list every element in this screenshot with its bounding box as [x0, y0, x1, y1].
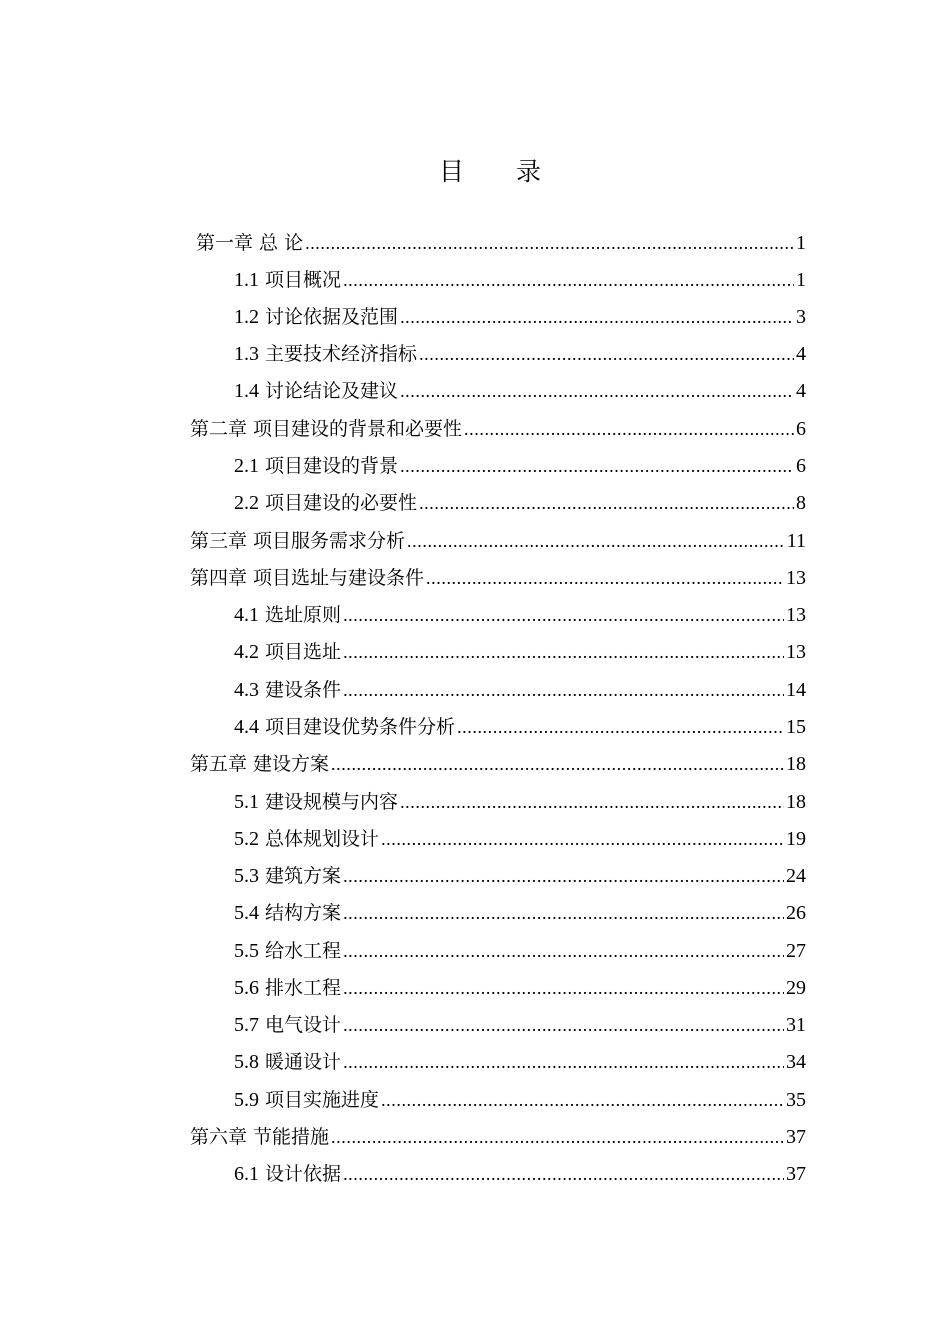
- toc-section-title: 设计依据: [265, 1163, 342, 1185]
- toc-dot-leader: [381, 1082, 784, 1119]
- toc-section-title: 排水工程: [265, 977, 342, 999]
- toc-dot-leader: [419, 336, 794, 373]
- toc-section-title: 讨论结论及建议: [265, 380, 399, 402]
- toc-entry-label: [234, 299, 398, 336]
- toc-section-number: 2.1: [234, 455, 259, 477]
- toc-page-number: 37: [786, 1126, 806, 1148]
- toc-entry-section-1-2[interactable]: [234, 299, 806, 336]
- toc-entry-label: [234, 784, 398, 821]
- toc-dot-leader: [407, 523, 785, 560]
- toc-entry-section-4-1[interactable]: [234, 597, 806, 634]
- toc-entry-label: [234, 672, 341, 709]
- toc-entry-label: [234, 970, 341, 1007]
- toc-dot-leader: [343, 1007, 784, 1044]
- toc-page-number: 31: [786, 1014, 806, 1036]
- toc-entry-label: [234, 336, 417, 373]
- toc-dot-leader: [305, 225, 794, 262]
- toc-page-number: 1: [796, 232, 806, 254]
- toc-entry-label: 第五章 建设方案: [190, 753, 330, 775]
- toc-entry-label: [234, 373, 398, 410]
- toc-dot-leader: [400, 373, 794, 410]
- toc-section-title: 建设规模与内容: [265, 791, 399, 813]
- toc-page-number: 6: [796, 418, 806, 440]
- toc-entry-label: [234, 485, 417, 522]
- toc-dot-leader: [343, 597, 784, 634]
- toc-section-number: 1.3: [234, 343, 259, 365]
- toc-section-title: 主要技术经济指标: [265, 343, 418, 365]
- toc-entry-label: 第六章 节能措施: [190, 1126, 330, 1148]
- toc-page-number: 18: [786, 753, 806, 775]
- toc-entry-label: [234, 821, 379, 858]
- toc-section-number: 2.2: [234, 492, 259, 514]
- toc-entry-section-5-9[interactable]: [234, 1082, 806, 1119]
- toc-section-number: 5.5: [234, 940, 259, 962]
- toc-entry-chapter-2[interactable]: [190, 411, 806, 448]
- toc-dot-leader: [426, 560, 784, 597]
- toc-page-number: 34: [786, 1051, 806, 1073]
- toc-section-title: 总体规划设计: [265, 828, 380, 850]
- toc-entry-section-6-1[interactable]: [234, 1156, 806, 1193]
- toc-page-number: 26: [786, 902, 806, 924]
- toc-section-title: 项目建设的必要性: [265, 492, 418, 514]
- toc-section-title: 暖通设计: [265, 1051, 342, 1073]
- toc-page-number: 18: [786, 791, 806, 813]
- toc-entry-label: [234, 709, 455, 746]
- toc-dot-leader: [464, 411, 794, 448]
- toc-page-number: 11: [786, 530, 806, 552]
- toc-dot-leader: [343, 970, 784, 1007]
- toc-section-title: 项目概况: [265, 269, 342, 291]
- toc-dot-leader: [343, 672, 784, 709]
- toc-section-number: 4.3: [234, 679, 259, 701]
- toc-dot-leader: [343, 895, 784, 932]
- toc-entry-chapter-1[interactable]: [196, 225, 806, 262]
- toc-entry-section-1-1[interactable]: [234, 262, 806, 299]
- toc-section-title: 项目选址: [265, 641, 342, 663]
- toc-section-number: 4.2: [234, 641, 259, 663]
- toc-section-title: 讨论依据及范围: [265, 306, 399, 328]
- toc-entry-chapter-4[interactable]: [190, 560, 806, 597]
- toc-section-number: 1.1: [234, 269, 259, 291]
- toc-page-number: 24: [786, 865, 806, 887]
- toc-dot-leader: [343, 262, 794, 299]
- toc-entry-label: [234, 1044, 341, 1081]
- toc-dot-leader: [457, 709, 784, 746]
- toc-entry-label: [234, 262, 341, 299]
- toc-entry-label: 第四章 项目选址与建设条件: [190, 567, 425, 589]
- toc-page-number: 8: [796, 492, 806, 514]
- toc-page-number: 13: [786, 641, 806, 663]
- toc-section-title: 结构方案: [265, 902, 342, 924]
- toc-page-number: 37: [786, 1163, 806, 1185]
- toc-page-number: 3: [796, 306, 806, 328]
- toc-entry-label: [234, 858, 341, 895]
- toc-page-number: 35: [786, 1089, 806, 1111]
- toc-entry-section-5-1[interactable]: [234, 784, 806, 821]
- toc-page-number: 29: [786, 977, 806, 999]
- toc-entry-section-5-3[interactable]: [234, 858, 806, 895]
- toc-entry-chapter-5[interactable]: [190, 746, 806, 783]
- toc-section-number: 6.1: [234, 1163, 259, 1185]
- toc-section-number: 5.4: [234, 902, 259, 924]
- toc-page-number: 15: [786, 716, 806, 738]
- toc-section-number: 5.1: [234, 791, 259, 813]
- toc-section-number: 4.4: [234, 716, 259, 738]
- toc-section-number: 5.6: [234, 977, 259, 999]
- toc-section-number: 1.4: [234, 380, 259, 402]
- toc-dot-leader: [331, 746, 784, 783]
- toc-entry-label: [234, 933, 341, 970]
- toc-entry-chapter-3[interactable]: [190, 523, 806, 560]
- toc-dot-leader: [419, 485, 794, 522]
- toc-dot-leader: [343, 933, 784, 970]
- toc-section-number: 5.7: [234, 1014, 259, 1036]
- toc-page-number: 14: [786, 679, 806, 701]
- toc-entry-label: 第三章 项目服务需求分析: [190, 530, 406, 552]
- toc-section-title: 建设条件: [265, 679, 342, 701]
- toc-dot-leader: [331, 1119, 784, 1156]
- toc-dot-leader: [381, 821, 784, 858]
- toc-section-number: 1.2: [234, 306, 259, 328]
- toc-entry-label: [234, 1156, 341, 1193]
- toc-section-number: 5.8: [234, 1051, 259, 1073]
- toc-entry-label: [234, 1082, 379, 1119]
- toc-entry-section-2-1[interactable]: [234, 448, 806, 485]
- toc-entry-section-4-4[interactable]: [234, 709, 806, 746]
- toc-section-number: 4.1: [234, 604, 259, 626]
- toc-section-title: 电气设计: [265, 1014, 342, 1036]
- toc-page-number: 13: [786, 567, 806, 589]
- toc-dot-leader: [343, 1156, 784, 1193]
- toc-page-number: 1: [796, 269, 806, 291]
- toc-entry-section-5-6[interactable]: [234, 970, 806, 1007]
- toc-dot-leader: [400, 299, 794, 336]
- toc-page-number: 13: [786, 604, 806, 626]
- toc-page-number: 4: [796, 343, 806, 365]
- toc-entry-section-4-3[interactable]: [234, 672, 806, 709]
- toc-section-title: 项目实施进度: [265, 1089, 380, 1111]
- toc-entry-section-5-5[interactable]: [234, 933, 806, 970]
- toc-dot-leader: [343, 858, 784, 895]
- toc-entry-section-1-3[interactable]: [234, 336, 806, 373]
- toc-title: 目 录: [439, 157, 563, 186]
- toc-section-number: 5.3: [234, 865, 259, 887]
- toc-entry-label: [234, 895, 341, 932]
- toc-dot-leader: [400, 448, 794, 485]
- toc-entry-label: 第二章 项目建设的背景和必要性: [190, 418, 463, 440]
- toc-page-number: 6: [796, 455, 806, 477]
- toc-section-title: 选址原则: [265, 604, 342, 626]
- toc-entry-label: [234, 1007, 341, 1044]
- toc-section-number: 5.9: [234, 1089, 259, 1111]
- toc-entry-section-5-2[interactable]: [234, 821, 806, 858]
- toc-entry-section-4-2[interactable]: [234, 634, 806, 671]
- toc-entry-section-5-8[interactable]: [234, 1044, 806, 1081]
- toc-dot-leader: [343, 1044, 784, 1081]
- toc-dot-leader: [400, 784, 784, 821]
- toc-dot-leader: [343, 634, 784, 671]
- toc-page-number: 19: [786, 828, 806, 850]
- toc-entry-section-1-4[interactable]: [234, 373, 806, 410]
- toc-section-title: 项目建设的背景: [265, 455, 399, 477]
- toc-entry-section-5-4[interactable]: [234, 895, 806, 932]
- toc-entry-chapter-6[interactable]: [190, 1119, 806, 1156]
- toc-entry-label: 第一章 总 论: [196, 232, 304, 254]
- toc-section-number: 5.2: [234, 828, 259, 850]
- toc-entry-section-5-7[interactable]: [234, 1007, 806, 1044]
- toc-page-number: 27: [786, 940, 806, 962]
- toc-section-title: 建筑方案: [265, 865, 342, 887]
- toc-section-title: 给水工程: [265, 940, 342, 962]
- toc-entry-label: [234, 634, 341, 671]
- toc-entry-label: [234, 597, 341, 634]
- toc-entry-label: [234, 448, 398, 485]
- toc-section-title: 项目建设优势条件分析: [265, 716, 456, 738]
- toc-page-number: 4: [796, 380, 806, 402]
- toc-entry-section-2-2[interactable]: [234, 485, 806, 522]
